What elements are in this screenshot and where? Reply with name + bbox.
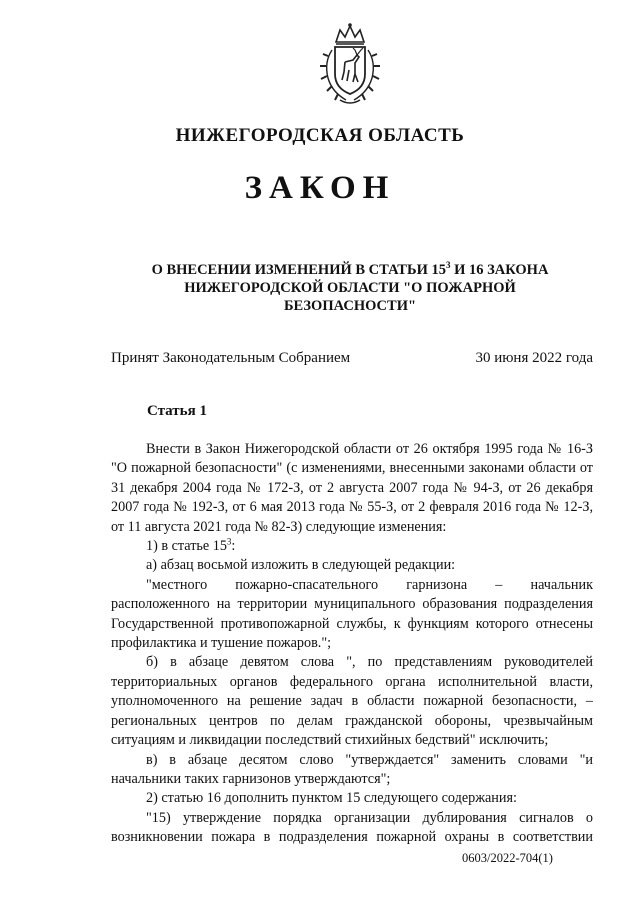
document-type: ЗАКОН [244,170,396,206]
item-2-quote: "15) утверждение порядка организации дублирования сигналов о возникновении пожара в подразделения пожарной охраны в соответствии [111,809,593,846]
adoption-line [111,350,593,367]
coat-of-arms-icon [318,22,382,108]
item-1c: в) в абзаце десятом слово "утверждается" заменить словами "и начальники таких гарнизонов утверждаются"; [111,751,593,787]
item-1b: б) в абзаце девятом слова ", по представлениям руководителей территориальных органов федерального органа исполнительной власти, уполномоченного на решение задач в области пожарной безопасности, – региональных центров по делам гражданской обороны, чрезвычайным ситуациям и ликвидации последствий стихийных бедствий" исключить; [111,654,593,749]
adoption-label: Принят Законодательным Собранием [111,350,351,366]
adoption-date: 30 июня 2022 года [475,350,593,366]
article-heading: Статья 1 [147,403,207,419]
item-2: 2) статью 16 дополнить пунктом 15 следующего содержания: [146,790,517,807]
article-body [111,440,593,848]
law-title-part1: О ВНЕСЕНИИ ИЗМЕНЕНИЙ В СТАТЬИ 15 [151,262,446,278]
item-1-superscript: 3 [226,536,232,547]
item-1 [111,537,593,556]
document-number: 0603/2022-704(1) [462,851,553,865]
law-title-part2: И 16 ЗАКОНА НИЖЕГОРОДСКОЙ ОБЛАСТИ "О ПОЖАРНОЙ БЕЗОПАСНОСТИ" [184,262,549,314]
item-1-prefix: 1) в статье 15 [146,538,227,555]
article-intro: Внести в Закон Нижегородской области от 26 октября 1995 года № 16-З "О пожарной безопасности" (с изменениями, внесенными законами области от 31 декабря 2004 года № 172-З, от 2 августа 2007 года № 94-З, от 26 декабря 2007 года № 192-З, от 6 мая 2013 года № 55-З, от 2 февраля 2016 года № 12-З, от 11 августа 2021 года № 82-З) следующие изменения: [111,441,593,535]
law-title [120,261,580,315]
item-1a: а) абзац восьмой изложить в следующей редакции: [146,557,456,574]
region-name: НИЖЕГОРОДСКАЯ ОБЛАСТЬ [175,125,465,146]
law-title-superscript: 3 [445,260,451,271]
item-1a-quote: "местного пожарно-спасательного гарнизона – начальник расположенного на территории муниципального образования подразделения Государственной противопожарной службы, к функциям которого отнесены профилактика и тушение пожаров."; [111,576,593,652]
item-1-suffix: : [231,538,236,555]
